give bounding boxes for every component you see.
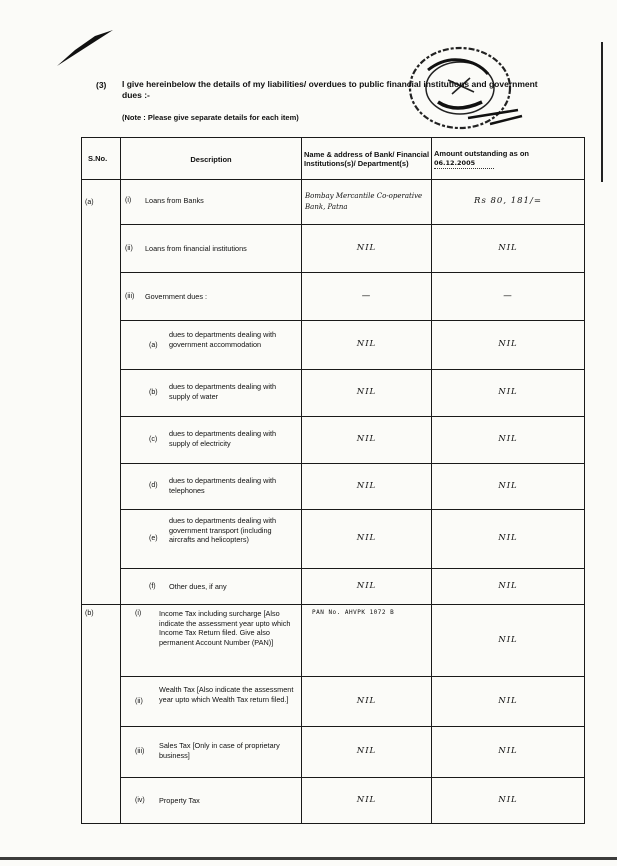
scan-edge-bottom [0,857,617,860]
header-amount-date: 06.12.2005 [434,159,494,169]
header-sno: S.No. [82,138,121,180]
item-number: (iii) [125,293,135,300]
item-description: Sales Tax [Only in case of proprietary business] [159,741,280,760]
bank-cell: NIL [302,778,432,824]
table-row [82,321,585,370]
table-row [82,569,585,605]
item-description: Loans from Banks [145,196,204,205]
item-description: dues to departments dealing with government accommodation [169,330,277,349]
table-row [82,510,585,569]
desc-cell [121,464,302,510]
desc-cell [121,677,302,727]
amount-cell: NIL [432,464,585,510]
item-description: dues to departments dealing with government transport (including aircrafts and helicopters) [169,516,277,544]
table-row [82,180,585,225]
bank-cell: NIL [302,569,432,605]
header-amount-label: Amount outstanding as on [434,148,529,158]
header-bank: Name & address of Bank/ Financial Institutions(s)/ Department(s) [302,138,432,180]
table-row [82,605,585,677]
item-number: (a) [149,342,158,349]
item-description: Property Tax [159,796,200,805]
item-description: Loans from financial institutions [145,244,247,253]
table-row [82,417,585,464]
table-row [82,370,585,417]
group-sno-a [82,180,121,605]
item-number: (f) [149,583,156,590]
desc-cell [121,778,302,824]
item-description: dues to departments dealing with supply of electricity [169,429,277,448]
table-header-row [82,138,585,180]
item-number: (e) [149,535,158,542]
amount-cell: NIL [432,778,585,824]
bank-cell: — [302,273,432,321]
bank-cell: NIL [302,677,432,727]
item-description: Government dues : [145,292,208,301]
note-text: (Note : Please give separate details for each item) [122,113,299,122]
group-sno-a-label: (a) [85,199,94,206]
item-number: (i) [125,197,132,204]
amount-cell: NIL [432,727,585,778]
item-description: dues to departments dealing with supply of water [169,382,277,401]
amount-cell: Rs 80, 181/= [432,180,585,225]
item-number: (ii) [125,245,133,252]
item-number: (c) [149,436,158,443]
table-row [82,727,585,778]
intro-text: I give hereinbelow the details of my liabilities/ overdues to public financial institutions and government dues :- [122,79,538,100]
desc-cell [121,569,302,605]
scan-edge-right [601,42,603,182]
desc-cell [121,510,302,569]
scan-corner-fold [55,28,115,68]
group-sno-b [82,605,121,824]
header-description: Description [121,138,302,180]
section-number: (3) [96,80,107,90]
amount-cell: NIL [432,677,585,727]
item-number: (i) [135,610,142,617]
bank-cell: NIL [302,225,432,273]
bank-cell: NIL [302,321,432,370]
desc-cell [121,370,302,417]
bank-cell: NIL [302,727,432,778]
table-row [82,225,585,273]
table-row [82,273,585,321]
bank-cell: PAN No. AHVPK 1072 B [302,605,432,677]
table-row [82,677,585,727]
item-description: Income Tax including surcharge [Also indicate the assessment year upto which Income Tax Return filed. Give also permanent Account Number (PAN)] [159,609,291,647]
bank-cell: Bombay Mercantile Co-operative Bank, Patna [302,180,432,225]
item-description: Other dues, if any [169,582,227,591]
amount-cell: NIL [432,321,585,370]
desc-cell [121,727,302,778]
item-number: (iii) [135,748,145,755]
desc-cell [121,417,302,464]
amount-cell: NIL [432,510,585,569]
bank-cell: NIL [302,464,432,510]
desc-cell [121,321,302,370]
desc-cell [121,180,302,225]
desc-cell [121,225,302,273]
bank-cell: NIL [302,417,432,464]
amount-cell: NIL [432,605,585,677]
group-sno-b-label: (b) [85,610,94,617]
table-row [82,464,585,510]
item-number: (d) [149,482,158,489]
item-number: (b) [149,389,158,396]
header-amount [432,138,585,180]
desc-cell [121,273,302,321]
bank-cell: NIL [302,510,432,569]
bank-cell: NIL [302,370,432,417]
amount-cell: NIL [432,417,585,464]
item-description: dues to departments dealing with telephones [169,476,277,495]
item-number: (ii) [135,698,143,705]
desc-cell [121,605,302,677]
amount-cell: NIL [432,225,585,273]
amount-cell: NIL [432,370,585,417]
liabilities-table [81,137,585,824]
amount-cell: NIL [432,569,585,605]
amount-cell: — [432,273,585,321]
item-number: (iv) [135,797,145,804]
item-description: Wealth Tax [Also indicate the assessment year upto which Wealth Tax return filed.] [159,685,294,704]
table-row [82,778,585,824]
